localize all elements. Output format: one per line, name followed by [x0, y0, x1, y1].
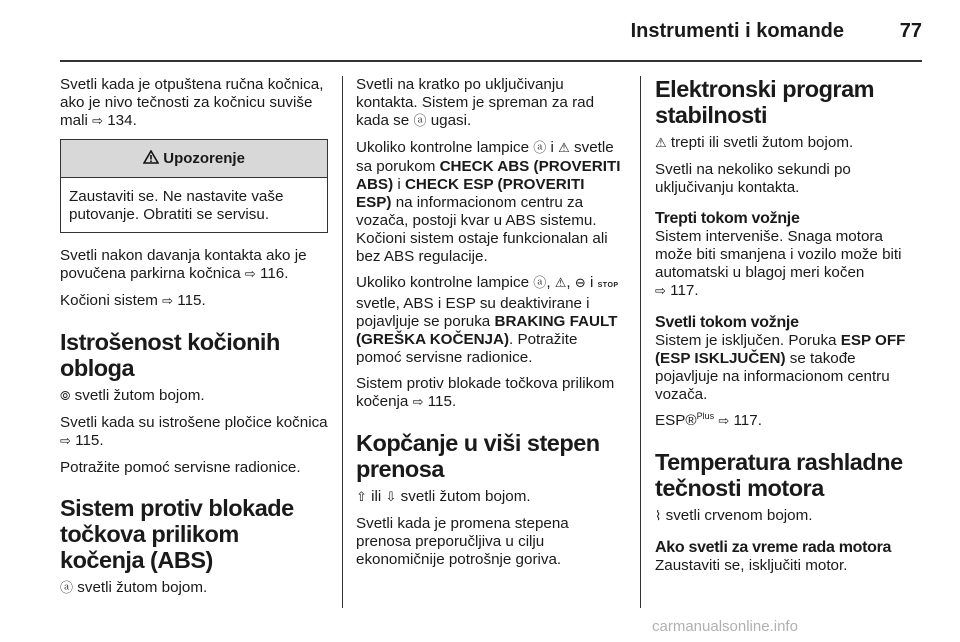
paragraph: ⓐ svetli žutom bojom. [60, 579, 208, 596]
section-heading: Istrošenost kočionih obloga [60, 329, 280, 381]
page-reference[interactable]: 117. [733, 412, 762, 429]
brake-pad-icon: ⦾ [60, 389, 71, 404]
page-header [60, 18, 922, 62]
paragraph: Svetli nakon davanja kontakta ako je povučena parkirna kočnica ⇨ 116. [60, 247, 307, 282]
column-divider [640, 76, 641, 608]
arrow-icon: ⇨ [244, 267, 256, 282]
warning-text: Zaustaviti se. Ne nastavite vaše putovanje. Obratiti se servisu. [69, 188, 284, 223]
column-divider [342, 76, 343, 608]
page-number: 77 [899, 20, 922, 42]
header-title: Instrumenti i komande [630, 20, 844, 42]
paragraph: Svetli na nekoliko sekundi po uključivanju kontakta. [655, 161, 851, 196]
paragraph: Svetli kada je promena stepena prenosa preporučljiva u cilju ekonomičnije potrošnje goriva. [356, 515, 569, 568]
section-heading: Kopčanje u viši stepen prenosa [356, 430, 600, 482]
message-text: CHECK ABS (PROVERITI ABS) [356, 158, 621, 193]
paragraph: Svetli na kratko po uključivanju kontakta. Sistem je spreman za rad kada se ⓐ ugasi. [356, 76, 595, 129]
page-reference[interactable]: 115. [427, 393, 457, 410]
paragraph: Sistem je isključen. Poruka ESP OFF (ESP ISKLJUČEN) se takođe pojavljuje na informacionom centru vozača. [655, 332, 906, 403]
warning-header [61, 140, 327, 178]
abs-icon: ⓐ [60, 581, 74, 596]
page-reference[interactable]: 115. [177, 292, 206, 309]
abs-icon: ⓐ [413, 114, 427, 129]
paragraph: Sistem protiv blokade točkova prilikom kočenja ⇨ 115. [356, 375, 615, 410]
paragraph: Ukoliko kontrolne lampice ⓐ i ⚠ svetle sa porukom CHECK ABS (PROVERITI ABS) i CHECK ESP (PROVERITI ESP) na informacionom centru za vozača, postoji kvar u ABS sistemu. Kočioni sistem ostaje funkcionalan ali bez ABS regulacije. [356, 139, 621, 265]
column-2 [356, 76, 624, 577]
esp-icon: ⚠ [554, 276, 567, 291]
paragraph: Sistem interveniše. Snaga motora može biti smanjena i vozilo može biti automatski u blagoj meri kočen ⇨ 117. [655, 228, 902, 299]
watermark: carmanualsonline.info [652, 618, 798, 635]
arrow-icon: ⇨ [60, 434, 71, 449]
paragraph: ⇧ ili ⇩ svetli žutom bojom. [356, 488, 531, 505]
arrow-icon: ⇨ [162, 294, 174, 309]
message-text: ESP OFF (ESP ISKLJUČEN) [655, 332, 906, 367]
coolant-temperature-icon: ⌇ [655, 509, 662, 524]
arrow-icon: ⇨ [655, 284, 666, 299]
paragraph: Ukoliko kontrolne lampice ⓐ, ⚠, ⊖ i STOP svetle, ABS i ESP su deaktivirane i pojavljuje se poruka BRAKING FAULT (GREŠKA KOČENJA). Potražite pomoć servisne radionice. [356, 274, 619, 366]
arrow-icon: ⇨ [412, 395, 424, 410]
abs-icon: ⓐ [533, 141, 547, 156]
message-text: CHECK ESP (PROVERITI ESP) [356, 176, 585, 211]
shift-up-icon: ⇧ [356, 490, 367, 505]
paragraph: Zaustaviti se, isključiti motor. [655, 557, 848, 574]
shift-down-icon: ⇩ [385, 490, 397, 505]
page-reference[interactable]: 116. [260, 265, 289, 282]
section-heading: Sistem protiv blokade točkova prilikom kočenja (ABS) [60, 495, 294, 573]
paragraph: ⚠ trepti ili svetli žutom bojom. [655, 134, 854, 151]
stop-icon: STOP [597, 282, 619, 289]
paragraph: Kočioni sistem ⇨ 115. [60, 292, 206, 309]
warning-box [60, 139, 328, 233]
page-reference[interactable]: 117. [670, 282, 699, 299]
paragraph: Potražite pomoć servisne radionice. [60, 459, 301, 476]
arrow-icon: ⇨ [718, 414, 730, 429]
message-text: BRAKING FAULT (GREŠKA KOČENJA) [356, 313, 618, 348]
warning-triangle-icon [143, 150, 163, 167]
abs-icon: ⓐ [533, 276, 547, 291]
paragraph: Svetli kada je otpuštena ručna kočnica, ako je nivo tečnosti za kočnicu suviše mali ⇨ 134. [60, 76, 324, 129]
esp-icon: ⚠ [558, 141, 570, 156]
paragraph: ESP®$^{Plus}$ ⇨ 117. [655, 410, 762, 429]
column-1 [60, 76, 328, 606]
column-3 [655, 76, 923, 583]
warning-title: Upozorenje [163, 150, 245, 167]
brake-warning-icon: ⊖ [574, 276, 586, 291]
sub-heading: Trepti tokom vožnje [655, 210, 800, 227]
section-heading: Temperatura rashladne tečnosti motora [655, 449, 903, 501]
arrow-icon: ⇨ [92, 114, 103, 129]
paragraph: ⌇ svetli crvenom bojom. [655, 507, 813, 524]
page-reference[interactable]: 134. [107, 112, 137, 129]
paragraph: Svetli kada su istrošene pločice kočnica ⇨ 115. [60, 414, 328, 449]
esp-icon: ⚠ [655, 136, 667, 151]
page-reference[interactable]: 115. [75, 432, 104, 449]
section-heading: Elektronski program stabilnosti [655, 76, 875, 128]
sub-heading: Svetli tokom vožnje [655, 314, 799, 331]
sub-heading: Ako svetli za vreme rada motora [655, 539, 892, 556]
paragraph: ⦾ svetli žutom bojom. [60, 387, 205, 404]
